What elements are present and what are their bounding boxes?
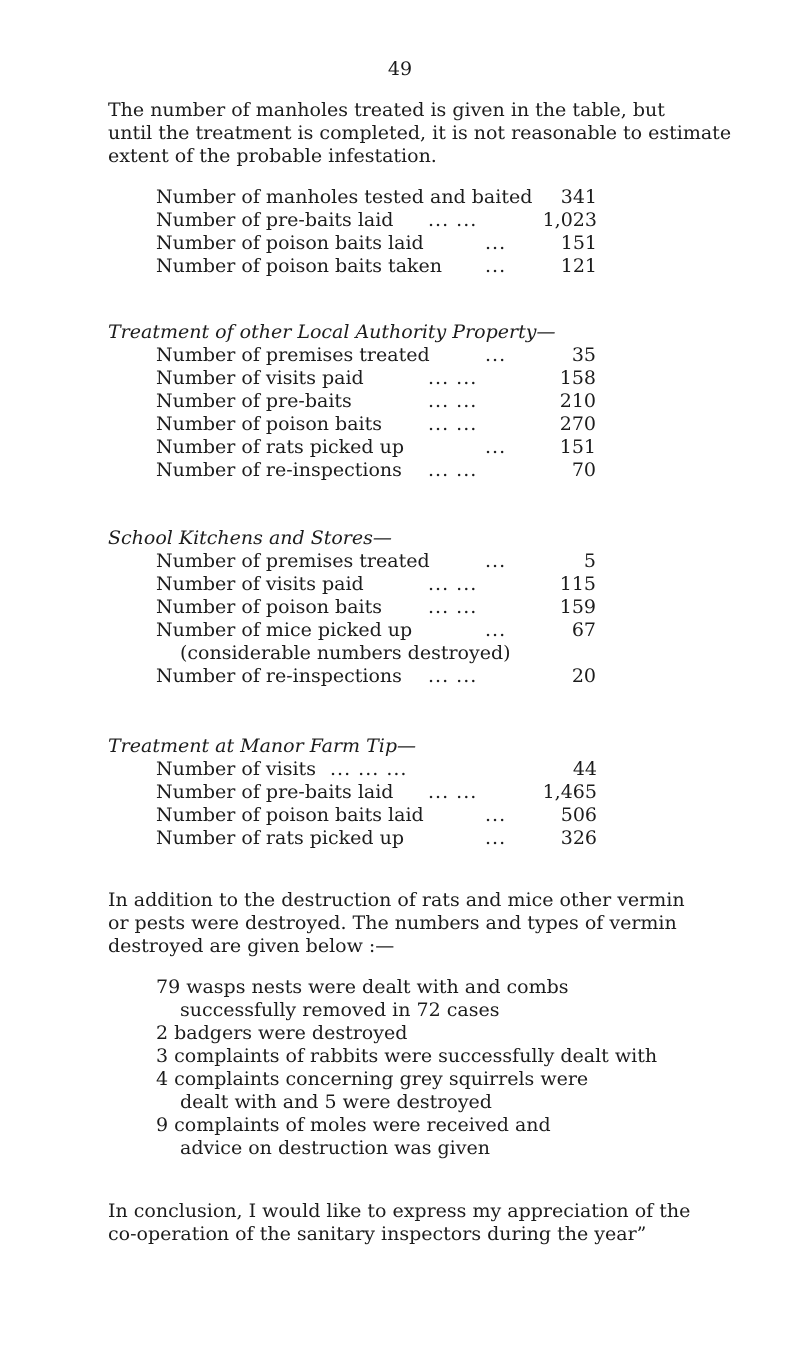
row-value: 158 — [559, 367, 596, 389]
row-value: 270 — [559, 413, 596, 435]
list-item-continuation: dealt with and 5 were destroyed — [180, 1091, 492, 1113]
table-row — [156, 596, 596, 619]
row-value: 121 — [560, 255, 597, 277]
leader-dots: ... — [485, 232, 507, 254]
intro-line: extent of the probable infestation. — [108, 145, 437, 167]
row-value: 67 — [571, 619, 596, 641]
table-row — [156, 459, 596, 482]
school-kitchens-table — [156, 550, 596, 642]
row-value: 151 — [559, 436, 596, 458]
conclusion-line: co-operation of the sanitary inspectors during the year” — [108, 1223, 647, 1245]
table-row — [156, 209, 597, 232]
vermin-paragraph — [108, 889, 708, 958]
list-item-text: 79 wasps nests were dealt with and combs — [156, 976, 569, 998]
table-row — [156, 436, 596, 459]
vermin-line: or pests were destroyed. The numbers and types of vermin — [108, 912, 677, 934]
table-row — [156, 665, 596, 688]
leader-dots: ... ... — [428, 390, 478, 412]
list-item — [156, 1114, 716, 1160]
table-row — [156, 619, 596, 642]
row-label: Number of rats picked up — [156, 436, 404, 458]
leader-dots: ... ... ... — [330, 758, 408, 780]
row-label: Number of poison baits taken — [156, 255, 443, 277]
leader-dots: ... — [485, 619, 507, 641]
row-label: Number of rats picked up — [156, 827, 404, 849]
leader-dots: ... — [485, 436, 507, 458]
row-value: 20 — [571, 665, 596, 687]
list-item-text: 2 badgers were destroyed — [156, 1022, 408, 1044]
table-row — [156, 804, 597, 827]
leader-dots: ... ... — [428, 596, 478, 618]
table-row — [156, 827, 597, 850]
row-label: Number of visits paid — [156, 573, 364, 595]
row-label: Number of premises treated — [156, 344, 430, 366]
row-value: 151 — [560, 232, 597, 254]
row-label: Number of poison baits laid — [156, 232, 424, 254]
other-property-table — [156, 344, 596, 482]
conclusion-paragraph — [108, 1200, 708, 1246]
row-label: Number of pre-baits laid — [156, 781, 394, 803]
intro-paragraph — [108, 99, 732, 168]
row-label: Number of pre-baits — [156, 390, 352, 412]
leader-dots: ... — [485, 255, 507, 277]
list-item-text: 4 complaints concerning grey squirrels were — [156, 1068, 589, 1090]
section-heading-manor-farm: Treatment at Manor Farm Tip— — [108, 735, 416, 757]
leader-dots: ... — [485, 804, 507, 826]
table-row — [156, 781, 597, 804]
leader-dots: ... ... — [428, 367, 478, 389]
leader-dots: ... — [485, 344, 507, 366]
row-value: 70 — [571, 459, 596, 481]
row-value: 1,465 — [542, 781, 597, 803]
row-value: 115 — [559, 573, 596, 595]
list-item — [156, 1068, 716, 1114]
row-value: 506 — [560, 804, 597, 826]
intro-line: until the treatment is completed, it is not reasonable to estimate — [108, 122, 732, 144]
manholes-table — [156, 186, 597, 278]
row-label: Number of pre-baits laid — [156, 209, 394, 231]
row-value: 210 — [559, 390, 596, 412]
section-heading-school-kitchens: School Kitchens and Stores— — [108, 527, 392, 549]
vermin-list — [156, 976, 716, 1160]
list-item-continuation: successfully removed in 72 cases — [180, 999, 500, 1021]
vermin-line: destroyed are given below :— — [108, 935, 395, 957]
list-item — [156, 976, 716, 1022]
table-row — [156, 186, 597, 209]
row-label: Number of manholes tested and baited — [156, 186, 533, 208]
list-item-continuation: advice on destruction was given — [180, 1137, 490, 1159]
table-row — [156, 255, 597, 278]
table-row — [156, 390, 596, 413]
row-label: Number of re-inspections — [156, 459, 402, 481]
table-row — [156, 758, 597, 781]
table-row — [156, 550, 596, 573]
row-value: 341 — [560, 186, 597, 208]
table-row — [156, 573, 596, 596]
list-item-text: 3 complaints of rabbits were successfully dealt with — [156, 1045, 658, 1067]
destroyed-note: (considerable numbers destroyed) — [180, 642, 511, 664]
leader-dots: ... ... — [428, 459, 478, 481]
row-label: Number of premises treated — [156, 550, 430, 572]
conclusion-line: In conclusion, I would like to express my appreciation of the — [108, 1200, 691, 1222]
school-kitchens-reinspections — [156, 665, 596, 688]
leader-dots: ... ... — [428, 573, 478, 595]
row-value: 5 — [583, 550, 596, 572]
row-value: 326 — [560, 827, 597, 849]
table-row — [156, 232, 597, 255]
leader-dots: ... ... — [428, 209, 478, 231]
list-item — [156, 1022, 716, 1045]
row-value: 44 — [572, 758, 597, 780]
table-row — [156, 344, 596, 367]
row-label: Number of re-inspections — [156, 665, 402, 687]
section-heading-other-property: Treatment of other Local Authority Property— — [108, 321, 556, 343]
table-row — [156, 367, 596, 390]
leader-dots: ... — [485, 550, 507, 572]
leader-dots: ... ... — [428, 781, 478, 803]
leader-dots: ... ... — [428, 665, 478, 687]
row-value: 159 — [559, 596, 596, 618]
row-value: 35 — [571, 344, 596, 366]
row-label: Number of poison baits — [156, 596, 383, 618]
manor-farm-table — [156, 758, 597, 850]
intro-line: The number of manholes treated is given in the table, but — [108, 99, 665, 121]
row-label: Number of visits paid — [156, 367, 364, 389]
row-label: Number of mice picked up — [156, 619, 413, 641]
page-number: 49 — [387, 58, 413, 80]
leader-dots: ... — [485, 827, 507, 849]
row-value: 1,023 — [542, 209, 597, 231]
vermin-line: In addition to the destruction of rats and mice other vermin — [108, 889, 685, 911]
row-label: Number of visits — [156, 758, 316, 780]
row-label: Number of poison baits — [156, 413, 383, 435]
list-item-text: 9 complaints of moles were received and — [156, 1114, 551, 1136]
row-label: Number of poison baits laid — [156, 804, 424, 826]
table-row — [156, 413, 596, 436]
list-item — [156, 1045, 716, 1068]
leader-dots: ... ... — [428, 413, 478, 435]
